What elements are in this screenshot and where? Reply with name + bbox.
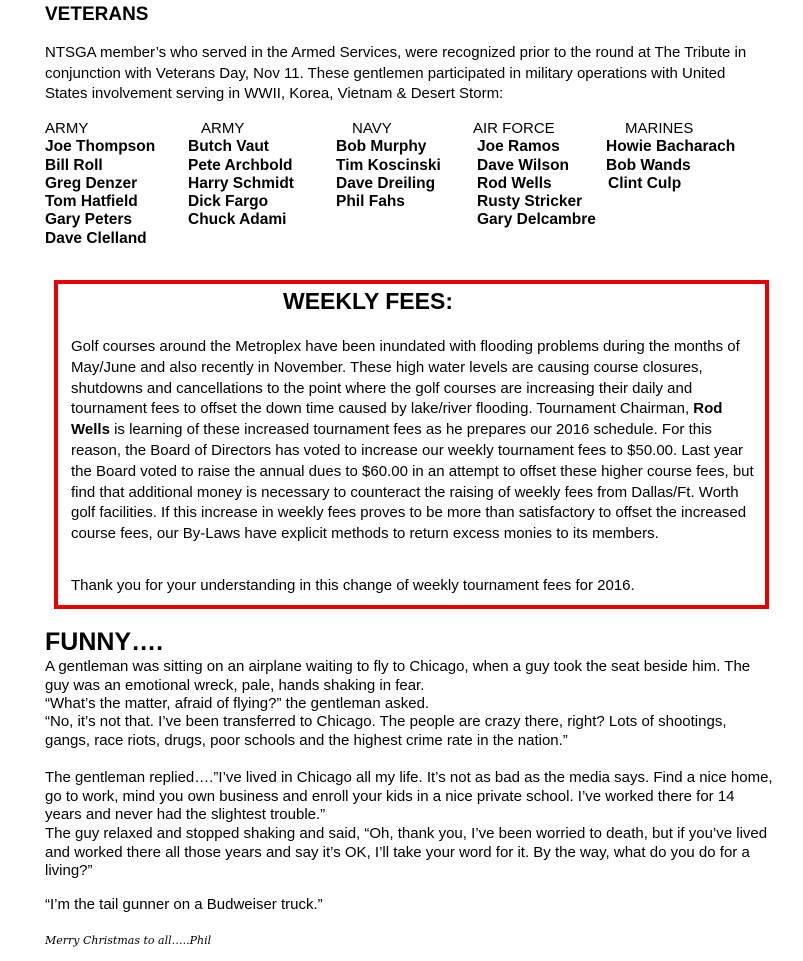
signature: Merry Christmas to all…..Phil	[45, 934, 212, 947]
weekly-fees-box	[54, 280, 769, 609]
weekly-fees-title: WEEKLY FEES:	[283, 288, 453, 314]
branch-label: AIR FORCE	[473, 120, 555, 137]
fees-text-part2: is learning of these increased tournament fees as he prepares our 2016 schedule. For this reason, the Board of Directors has voted to increase our weekly tournament fees to $50.00. Last year the Board voted to raise the annual dues to $60.00 in an attempt to offset these higher course fees, but find that additional money is necessary to counteract the raising of weekly fees from Dallas/Ft. Worth golf facilities. If this increase in weekly fees proves to be more than satisfactory to offset the increased course fees, our By-Laws have explicit methods to return excess monies to its members.	[71, 421, 754, 543]
veterans-intro: NTSGA member’s who served in the Armed Services, were recognized prior to the round at The Tribute in conjunction with Veterans Day, Nov 11. These gentlemen participated in military operations with United States involvement serving in WWII, Korea, Vietnam & Desert Storm:	[45, 44, 747, 102]
veteran-name: Gary Delcambre	[477, 211, 596, 229]
veteran-name: Joe Thompson	[45, 138, 156, 156]
fees-text-part1: Golf courses around the Metroplex have been inundated with flooding problems during the months of May/June and also recently in November. These high water levels are causing course closures, shutdowns and cancellations to the point where the golf courses are increasing their daily and tournament fees to offset the down time caused by lake/river flooding. Tournament Chairman,	[71, 338, 740, 418]
veteran-name: Dave Wilson	[477, 156, 570, 174]
funny-paragraph-2: “What’s the matter, afraid of flying?” the gentleman asked.	[45, 695, 430, 712]
veterans-column-navy	[336, 120, 441, 211]
branch-label: NAVY	[352, 120, 392, 137]
veteran-name: Rusty Stricker	[477, 193, 583, 211]
veteran-name: Rod Wells	[477, 174, 552, 192]
branch-label: ARMY	[201, 120, 245, 137]
veteran-name: Butch Vaut	[188, 138, 269, 156]
funny-paragraph-3: “No, it’s not that. I’ve been transferred to Chicago. The people are crazy there, right? Lots of shootings, gangs, race riots, drugs, poor schools and the highest crime rate in the nation.”	[45, 713, 727, 749]
veterans-column-air-force	[473, 120, 596, 230]
veteran-name: Gary Peters	[45, 211, 133, 229]
branch-label: MARINES	[625, 120, 694, 137]
veteran-name: Dave Clelland	[45, 229, 147, 247]
veteran-name: Joe Ramos	[477, 138, 560, 156]
veteran-name: Bob Murphy	[336, 138, 427, 156]
veteran-name: Tim Koscinski	[336, 156, 441, 174]
veteran-name: Pete Archbold	[188, 156, 293, 174]
veteran-name: Howie Bacharach	[606, 138, 736, 156]
veterans-column-army-1	[45, 120, 155, 248]
veteran-name: Dick Fargo	[188, 193, 269, 211]
veteran-name: Phil Fahs	[336, 193, 405, 211]
veteran-name: Bill Roll	[45, 156, 103, 174]
funny-paragraph-6: “I’m the tail gunner on a Budweiser truck.”	[45, 896, 323, 913]
veterans-column-marines	[606, 120, 735, 193]
veteran-name: Chuck Adami	[188, 211, 287, 229]
veterans-heading: VETERANS	[45, 4, 149, 25]
funny-paragraph-1: A gentleman was sitting on an airplane waiting to fly to Chicago, when a guy took the seat beside him. The guy was an emotional wreck, pale, hands shaking in fear.	[45, 658, 751, 694]
veteran-name: Harry Schmidt	[188, 174, 294, 192]
veteran-name: Clint Culp	[608, 174, 682, 192]
funny-paragraph-5: The guy relaxed and stopped shaking and said, “Oh, thank you, I’ve been worried to death, but if you’ve lived and worked there all those years and say it’s OK, I’ll take your word for it. By the way, what do you do for a living?”	[45, 825, 768, 879]
veteran-name: Dave Dreiling	[336, 174, 436, 192]
veteran-name: Greg Denzer	[45, 174, 138, 192]
veterans-column-army-2	[188, 120, 294, 230]
weekly-fees-thanks: Thank you for your understanding in this change of weekly tournament fees for 2016.	[71, 577, 635, 594]
funny-paragraph-4: The gentleman replied….”I’ve lived in Chicago all my life. It’s not as bad as the media says. Find a nice home, go to work, mind you own business and enroll your kids in a nice private school. I’ve worked there for 14 years and never had the slightest trouble.”	[45, 769, 773, 823]
branch-label: ARMY	[45, 120, 89, 137]
chairman-name: Rod Wells	[71, 400, 723, 439]
veteran-name: Bob Wands	[606, 156, 691, 174]
weekly-fees-body	[71, 337, 765, 545]
funny-heading: FUNNY….	[45, 628, 164, 656]
veteran-name: Tom Hatfield	[45, 193, 138, 211]
